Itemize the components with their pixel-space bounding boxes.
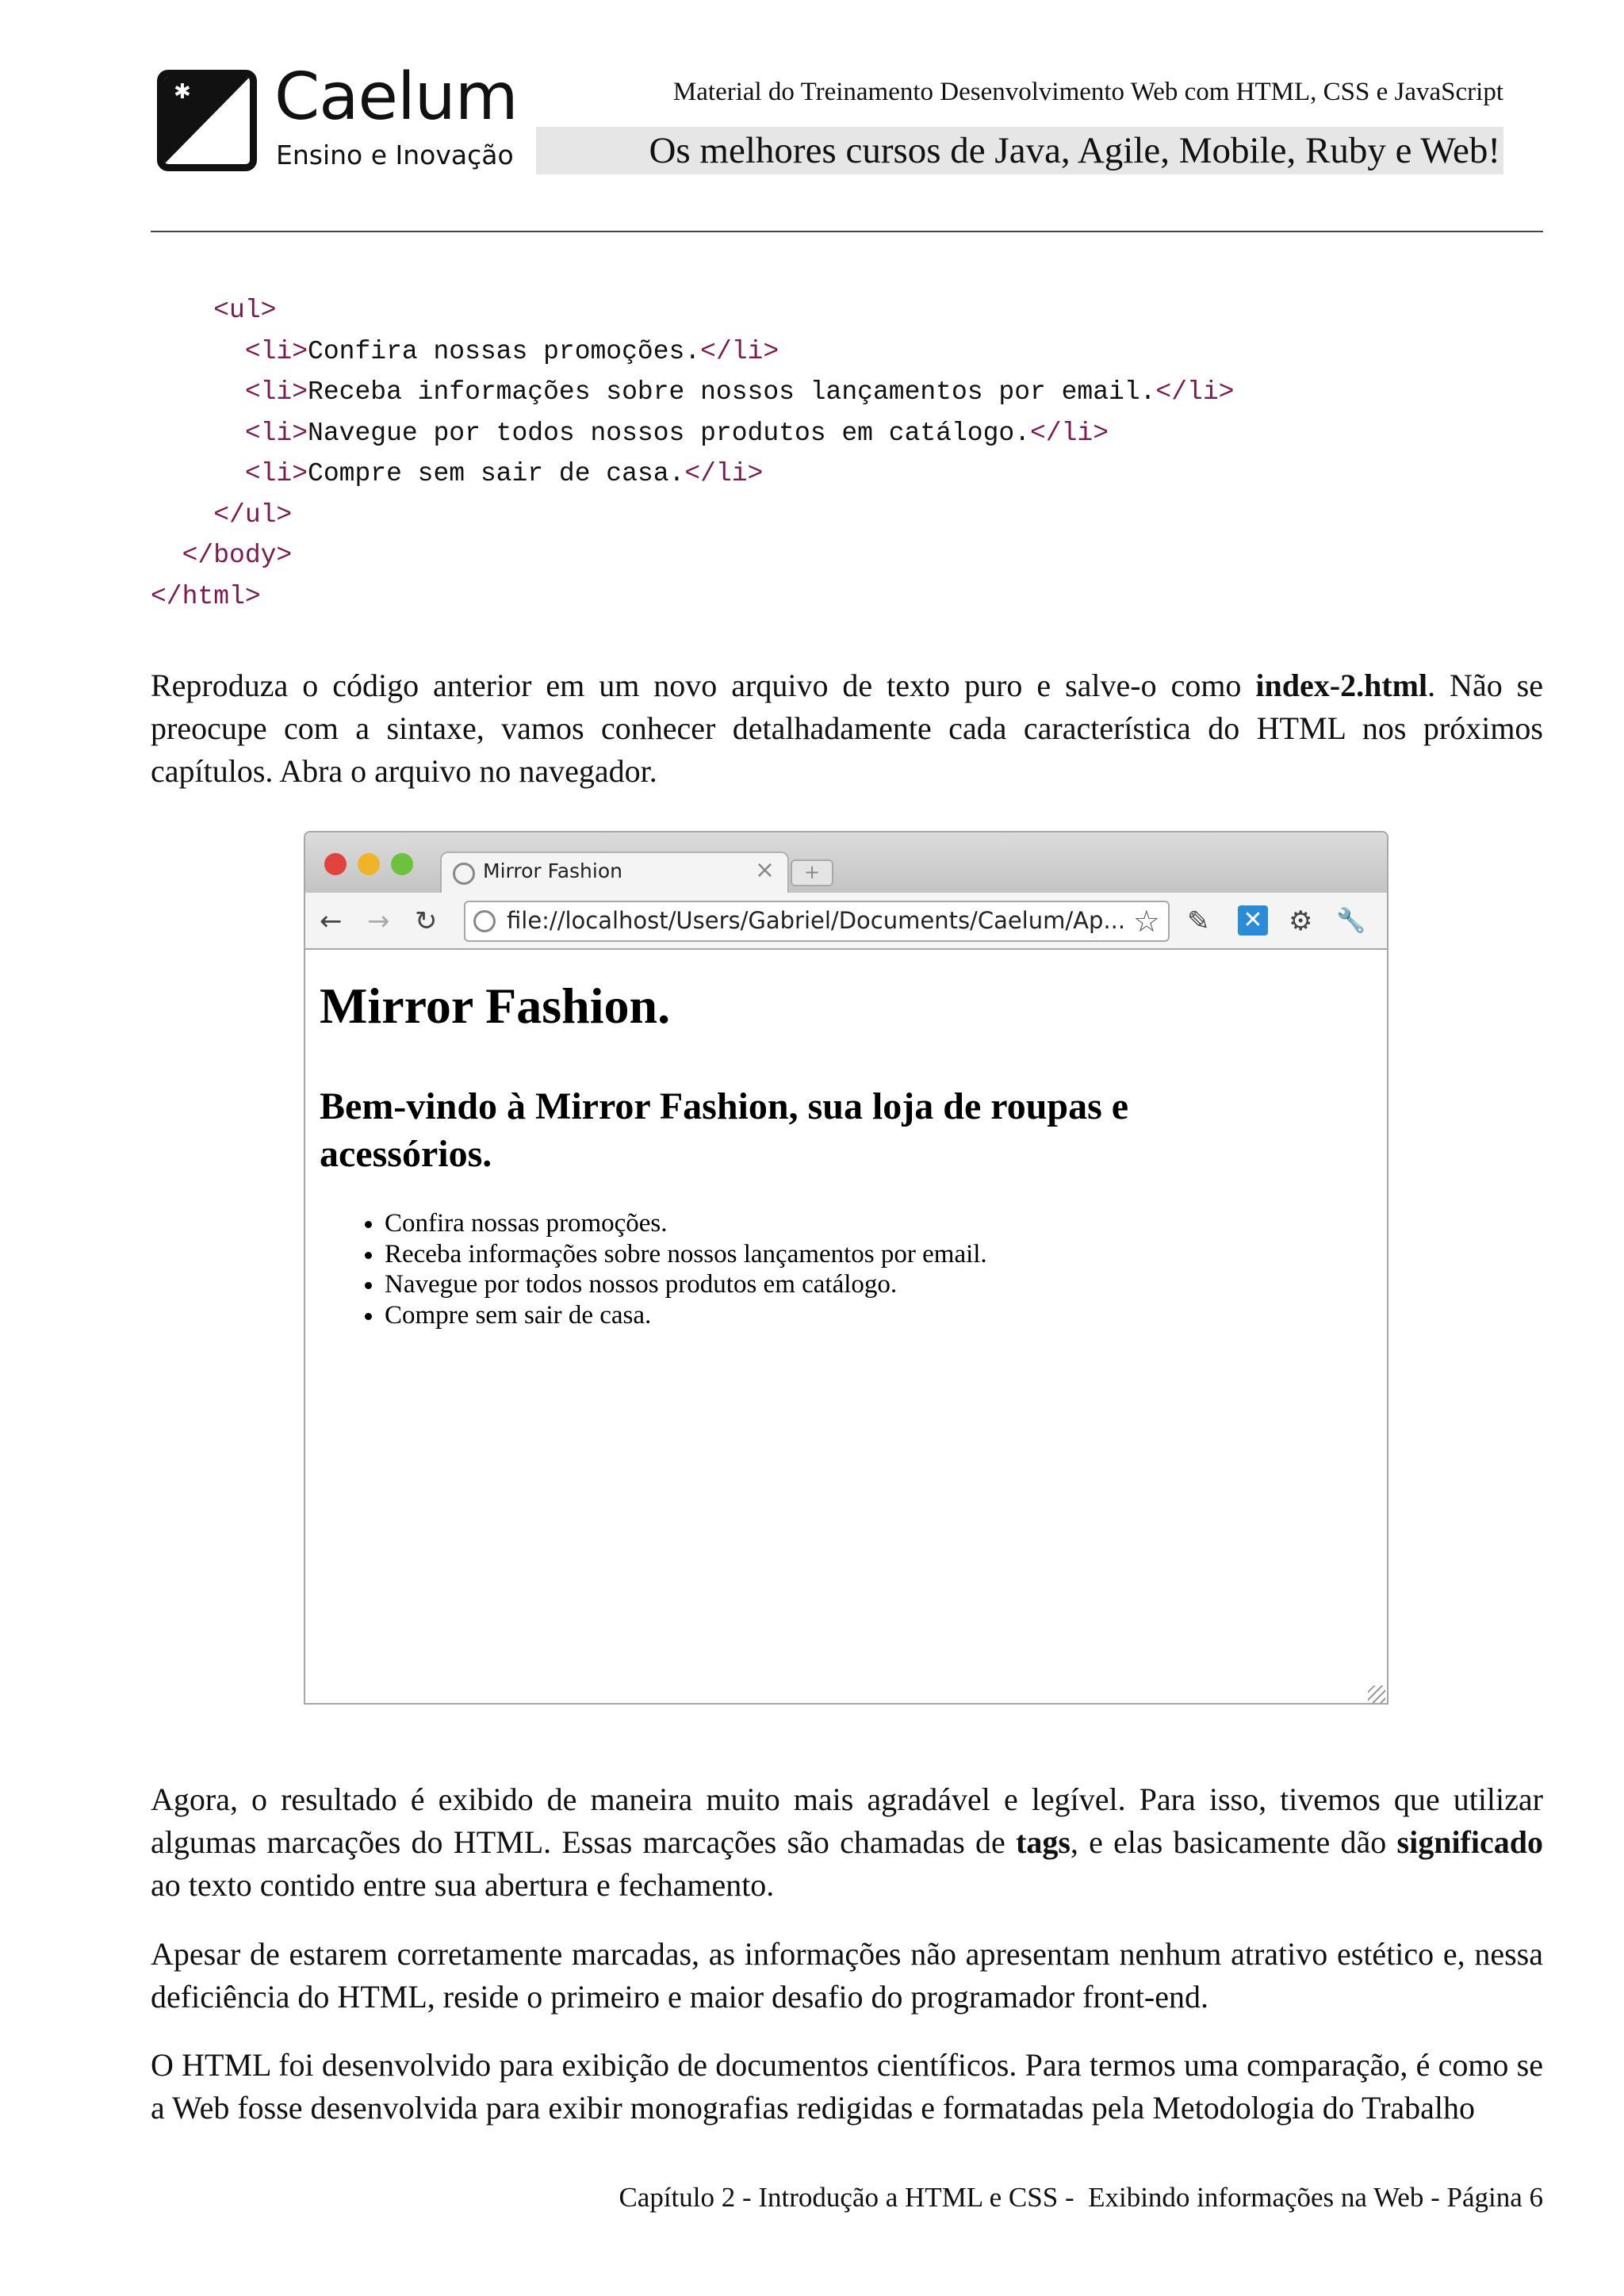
code-line <box>151 372 1234 413</box>
page-heading: Mirror Fashion. <box>320 978 671 1034</box>
paragraph-design: Apesar de estarem corretamente marcadas, as informações não apresentam nenhum atrativo estético e, nessa deficiência do HTML, reside o primeiro e maior desafio do programador front-end. <box>151 1936 1543 2015</box>
code-text: Receba informações sobre nossos lançamentos por email. <box>308 377 1156 407</box>
browser-viewport <box>305 950 1387 1705</box>
caelum-logo <box>157 59 518 178</box>
resize-grip-icon[interactable] <box>1368 1686 1385 1703</box>
window-minimize-icon[interactable] <box>358 853 380 875</box>
para2-text-c: , e elas basicamente dão <box>1070 1824 1397 1860</box>
header-rule <box>151 231 1543 232</box>
code-line <box>151 290 1234 331</box>
globe-icon <box>453 863 475 885</box>
page-globe-icon <box>473 910 496 932</box>
code-text: Compre sem sair de casa. <box>308 459 685 488</box>
code-tag: </li> <box>700 336 779 366</box>
code-text: Confira nossas promoções. <box>308 336 701 366</box>
address-url: file://localhost/Users/Gabriel/Documents/Caelum/Ap... <box>507 907 1126 934</box>
filename-bold: index-2.html <box>1255 668 1428 703</box>
logo-tagline: Ensino e Inovação <box>276 140 514 170</box>
paragraph-history: O HTML foi desenvolvido para exibição de documentos científicos. Para termos uma comparação, é como se a Web fosse desenvolvida para exibir monografias redigidas e formatadas pela Metodologia do Trabalho <box>151 2047 1543 2126</box>
code-tag: </html> <box>151 581 261 611</box>
code-line <box>151 331 1234 373</box>
code-line <box>151 576 1234 618</box>
browser-tab[interactable] <box>440 851 789 894</box>
para1-text-a: Reproduza o código anterior em um novo arquivo de texto puro e salve-o como <box>151 668 1256 703</box>
code-line <box>151 413 1234 454</box>
para2-text-a: Agora, o resultado é exibido de maneira muito mais agradável e legível. Para isso, tivemos que utilizar algumas marcações do HTML. Essas marcações são chamadas de <box>151 1781 1543 1860</box>
significado-bold: significado <box>1396 1824 1543 1860</box>
para1-text-c: . Não se preocupe com a sintaxe, vamos conhecer detalhadamente cada característica do HTML nos próximos capítulos. Abra o arquivo no navegador. <box>151 668 1543 789</box>
bookmark-star-icon[interactable]: ☆ <box>1132 904 1160 939</box>
browser-toolbar <box>305 893 1387 950</box>
page-subheading: Bem-vindo à Mirror Fashion, sua loja de roupas e acessórios. <box>320 1085 1129 1175</box>
tab-title: Mirror Fashion <box>483 859 622 882</box>
code-tag: <li> <box>244 418 308 448</box>
window-close-icon[interactable] <box>324 853 347 875</box>
wrench-icon[interactable]: 🔧 <box>1336 907 1366 935</box>
code-line <box>151 535 1234 576</box>
list-item: • Compre sem sair de casa. <box>385 1300 987 1331</box>
para2-text-e: ao texto contido entre sua abertura e fechamento. <box>151 1867 775 1903</box>
paragraph-tags <box>151 1778 1543 1907</box>
forward-icon[interactable]: → <box>367 905 390 937</box>
window-zoom-icon[interactable] <box>391 853 413 875</box>
new-tab-button[interactable]: + <box>791 859 833 886</box>
code-listing <box>151 290 1234 617</box>
address-bar[interactable] <box>464 901 1170 942</box>
extension-pen-icon[interactable]: ✎ <box>1187 905 1210 937</box>
slogan: Os melhores cursos de Java, Agile, Mobile, Ruby e Web! <box>649 130 1500 171</box>
list-item: • Navegue por todos nossos produtos em catálogo. <box>385 1269 987 1300</box>
logo-star-icon: ✱ <box>174 80 191 104</box>
code-tag: </li> <box>684 459 764 488</box>
code-tag: <ul> <box>213 296 277 325</box>
code-tag: <li> <box>244 459 308 488</box>
tab-close-icon[interactable]: × <box>754 856 775 884</box>
paragraph-intro <box>151 664 1543 793</box>
page-list <box>385 1208 987 1330</box>
settings-gear-icon[interactable]: ⚙ <box>1289 905 1313 937</box>
material-title: Material do Treinamento Desenvolvimento Web com HTML, CSS e JavaScript <box>672 78 1503 106</box>
page-footer: Capítulo 2 - Introdução a HTML e CSS - Exibindo informações na Web - Página 6 <box>619 2182 1543 2213</box>
code-line <box>151 495 1234 536</box>
logo-name: Caelum <box>274 59 518 135</box>
back-icon[interactable]: ← <box>320 905 343 937</box>
code-tag: <li> <box>244 336 308 366</box>
list-item: • Confira nossas promoções. <box>385 1208 987 1239</box>
list-item: • Receba informações sobre nossos lançamentos por email. <box>385 1239 987 1270</box>
code-tag: </ul> <box>213 499 293 530</box>
extension-x-icon[interactable]: ✕ <box>1238 905 1268 936</box>
code-text: Navegue por todos nossos produtos em catálogo. <box>308 418 1030 448</box>
code-tag: </li> <box>1155 377 1235 407</box>
reload-icon[interactable]: ↻ <box>415 905 438 937</box>
tags-bold: tags <box>1016 1824 1071 1860</box>
browser-tab-bar <box>305 832 1387 893</box>
code-tag: </li> <box>1030 418 1109 448</box>
browser-screenshot <box>304 831 1388 1705</box>
logo-mark-icon <box>157 70 257 171</box>
code-line <box>151 453 1234 495</box>
code-tag: <li> <box>244 377 308 407</box>
code-tag: </body> <box>182 541 293 570</box>
